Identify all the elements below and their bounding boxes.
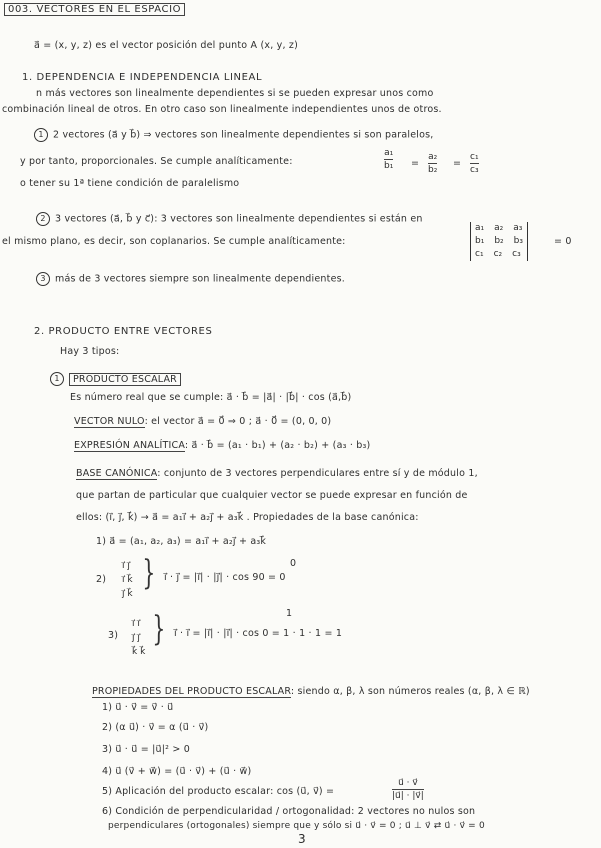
null-vector-line: VECTOR NULO: el vector a⃗ = 0⃗ ⇒ 0 ; a⃗ · 0⃗ = (0, 0, 0) [74,416,332,427]
scalar-property-4: 4) u⃗ (v⃗ + w⃗) = (u⃗ · v⃗) + (u⃗ · w⃗) [102,766,252,777]
section1-line1: n más vectores son linealmente dependientes si se pueden expresar unos como [36,88,434,99]
section1-line2: combinación lineal de otros. En otro caso son linealmente independientes unos de otros. [2,104,442,115]
scalar-property-1: 1) u⃗ · v⃗ = v⃗ · u⃗ [102,702,174,713]
analytic-expression-line: EXPRESIÓN ANALÍTICA: a⃗ · b⃗ = (a₁ · b₁) + (a₂ · b₂) + (a₃ · b₃) [74,440,371,451]
brace-icon: } [152,609,166,649]
base-canonica-line3: ellos: (i⃗, j⃗, k⃗) → a⃗ = a₁i⃗ + a₂j⃗ + a₃k⃗ . Propiedades de la base canónica: [76,512,419,523]
det-row-1: a₁ a₂ a₃ [475,223,523,233]
cos0-one: 1 [286,608,293,619]
section1-item2-b: el mismo plano, es decir, son coplanarios. Se cumple analíticamente: [2,236,346,247]
item-number-circle: 2 [36,212,50,226]
fraction-3: c₁ c₃ [470,152,479,175]
scalar-property-3: 3) u⃗ · u⃗ = |u⃗|² > 0 [102,744,190,755]
section1-title: 1. DEPENDENCIA E INDEPENDENCIA LINEAL [22,72,263,83]
item2-text: 3 vectores (a⃗, b⃗ y c⃗): 3 vectores son linealmente dependientes si están en [55,213,423,225]
dot-product-definition: Es número real que se cumple: a⃗ · b⃗ = |a⃗| · |b⃗| · cos (a⃗,b⃗) [70,392,352,403]
det-equals: = 0 [554,236,572,247]
item3-text: más de 3 vectores siempre son linealmente dependientes. [55,273,345,285]
scalar-property-2: 2) (α u⃗) · v⃗ = α (u⃗ · v⃗) [102,722,209,733]
base-property-3-number: 3) [108,630,119,641]
coplanar-determinant [470,222,528,261]
scalar-property-6-a: 6) Condición de perpendicularidad / ortogonalidad: 2 vectores no nulos son [102,806,476,817]
base-property-3-pairs: i⃗ i⃗ j⃗ j⃗ k⃗ k⃗ [132,619,146,657]
base-property-2: i⃗ · j⃗ = |i⃗| · |j⃗| · cos 90 = 0 [164,572,286,583]
item-number-circle: 1 [50,372,64,386]
base-property-2-number: 2) [96,574,107,585]
section1-item2-a [36,212,423,226]
det-row-2: b₁ b₂ b₃ [475,236,523,246]
base-canonica-line1: BASE CANÓNICA: conjunto de 3 vectores perpendiculares entre sí y de módulo 1, [76,468,478,479]
base-property-3: i⃗ · i⃗ = |i⃗| · |i⃗| · cos 0 = 1 · 1 · 1 = 1 [174,628,343,639]
section2-title: 2. PRODUCTO ENTRE VECTORES [34,326,213,337]
fraction-2: a₂ b₂ [428,152,438,175]
angle-fraction: u⃗ · v⃗ |u⃗| · |v⃗| [392,778,424,801]
fraction-1: a₁ b₁ [384,148,394,171]
scalar-properties-header: PROPIEDADES DEL PRODUCTO ESCALAR: siendo α, β, λ son números reales (α, β, λ ∈ ℝ) [92,686,530,697]
page-number: 3 [298,832,306,846]
producto-escalar-title: PRODUCTO ESCALAR [69,373,181,386]
section2-item1 [50,372,181,386]
scalar-property-6-b: perpendiculares (ortogonales) siempre que y sólo si u⃗ · v⃗ = 0 ; u⃗ ⊥ v⃗ ⇄ u⃗ · v⃗ = 0 [108,821,485,831]
brace-icon: } [142,553,156,593]
det-row-3: c₁ c₂ c₃ [475,249,521,259]
base-property-2-pairs: i⃗ j⃗ i⃗ k⃗ j⃗ k⃗ [122,561,133,599]
page-header: 003. VECTORES EN EL ESPACIO [4,4,185,16]
scalar-property-5: 5) Aplicación del producto escalar: cos (u⃗, v⃗) = [102,786,335,797]
cos90-zero: 0 [290,558,297,569]
base-canonica-line2: que partan de particular que cualquier vector se puede expresar en función de [76,490,468,501]
section1-item1-b: y por tanto, proporcionales. Se cumple analíticamente: [20,156,293,167]
section1-item3 [36,272,345,286]
section1-item1-c: o tener su 1ª tiene condición de paralelismo [20,178,240,189]
item-number-circle: 3 [36,272,50,286]
item-number-circle: 1 [34,128,48,142]
intro-line: a⃗ = (x, y, z) es el vector posición del punto A (x, y, z) [34,40,298,51]
base-property-1: 1) a⃗ = (a₁, a₂, a₃) = a₁i⃗ + a₂j⃗ + a₃k⃗ [96,536,267,547]
section1-item1-a [34,128,434,142]
section2-subtitle: Hay 3 tipos: [60,346,120,357]
item1-text: 2 vectores (a⃗ y b⃗) ⇒ vectores son linealmente dependientes si son paralelos, [53,129,434,141]
notebook-page: 003. VECTORES EN EL ESPACIO a⃗ = (x, y, z) es el vector posición del punto A (x, y, z) 1. DEPENDENCIA E INDEPENDENCIA LINEAL n más vectores son linealmente dependientes si se pueden expresar unos como combinación lineal de otros. En otro caso son linealmente independientes unos de otros. 1 2 vectores (a⃗ y b⃗) ⇒ vectores son linealmente dependientes si son paralelos, y por tanto, proporcionales. Se cumple analíticamente: a₁ b₁ = a₂ b₂ = c₁ c₃ o tener su 1ª tiene condición de paralelismo 2 3 vectores (a⃗, b⃗ y c⃗): 3 vectores son linealmente dependientes si están en el mismo plano, es decir, son coplanarios. Se cumple analíticamente: a₁ a₂ a₃ b₁ b₂ b₃ c₁ c₂ c₃ = 0 3 más de 3 vectores siempre son linealmente dependientes. 2. PRODUCTO ENTRE VECTORES Hay 3 tipos: 1 PRODUCTO ESCALAR Es número real que se cumple: a⃗ · b⃗ = |a⃗| · |b⃗| · cos (a⃗,b⃗) VECTOR NULO: el vector a⃗ = 0⃗ ⇒ 0 ; a⃗ · 0⃗ = (0, 0, 0) EXPRESIÓN ANALÍTICA: a⃗ · b⃗ = (a₁ · b₁) + (a₂ · b₂) + (a₃ · b₃) BASE CANÓNICA: conjunto de 3 vectores perpendiculares entre sí y de módulo 1, que partan de particular que cualquier vector se puede expresar en función de ellos: (i⃗, j⃗, k⃗) → a⃗ = a₁i⃗ + a₂j⃗ + a₃k⃗ . Propiedades de la base canónica: 1) a⃗ = (a₁, a₂, a₃) = a₁i⃗ + a₂j⃗ + a₃k⃗ 2) i⃗ j⃗ i⃗ k⃗ j⃗ k⃗ } 0 i⃗ · j⃗ = |i⃗| · |j⃗| · cos 90 = 0 3) i⃗ i⃗ j⃗ j⃗ k⃗ k⃗ } 1 i⃗ · i⃗ = |i⃗| · |i⃗| · cos 0 = 1 · 1 · 1 = 1 PROPIEDADES DEL PRODUCTO ESCALAR: siendo α, β, λ son números reales (α, β, λ ∈ ℝ) 1) u⃗ · v⃗ = v⃗ · u⃗ 2) (α u⃗) · v⃗ = α (u⃗ · v⃗) 3) u⃗ · u⃗ = |u⃗|² > 0 4) u⃗ (v⃗ + w⃗) = (u⃗ · v⃗) + (u⃗ · w⃗) 5) Aplicación del producto escalar: cos (u⃗, v⃗) = u⃗ · v⃗ |u⃗| · |v⃗| 6) Condición de perpendicularidad / ortogonalidad: 2 vectores no nulos son perpendiculares (ortogonales) siempre que y sólo si u⃗ · v⃗ = 0 ; u⃗ ⊥ v⃗ ⇄ u⃗ · v⃗ = 0 3 [2,4,572,846]
